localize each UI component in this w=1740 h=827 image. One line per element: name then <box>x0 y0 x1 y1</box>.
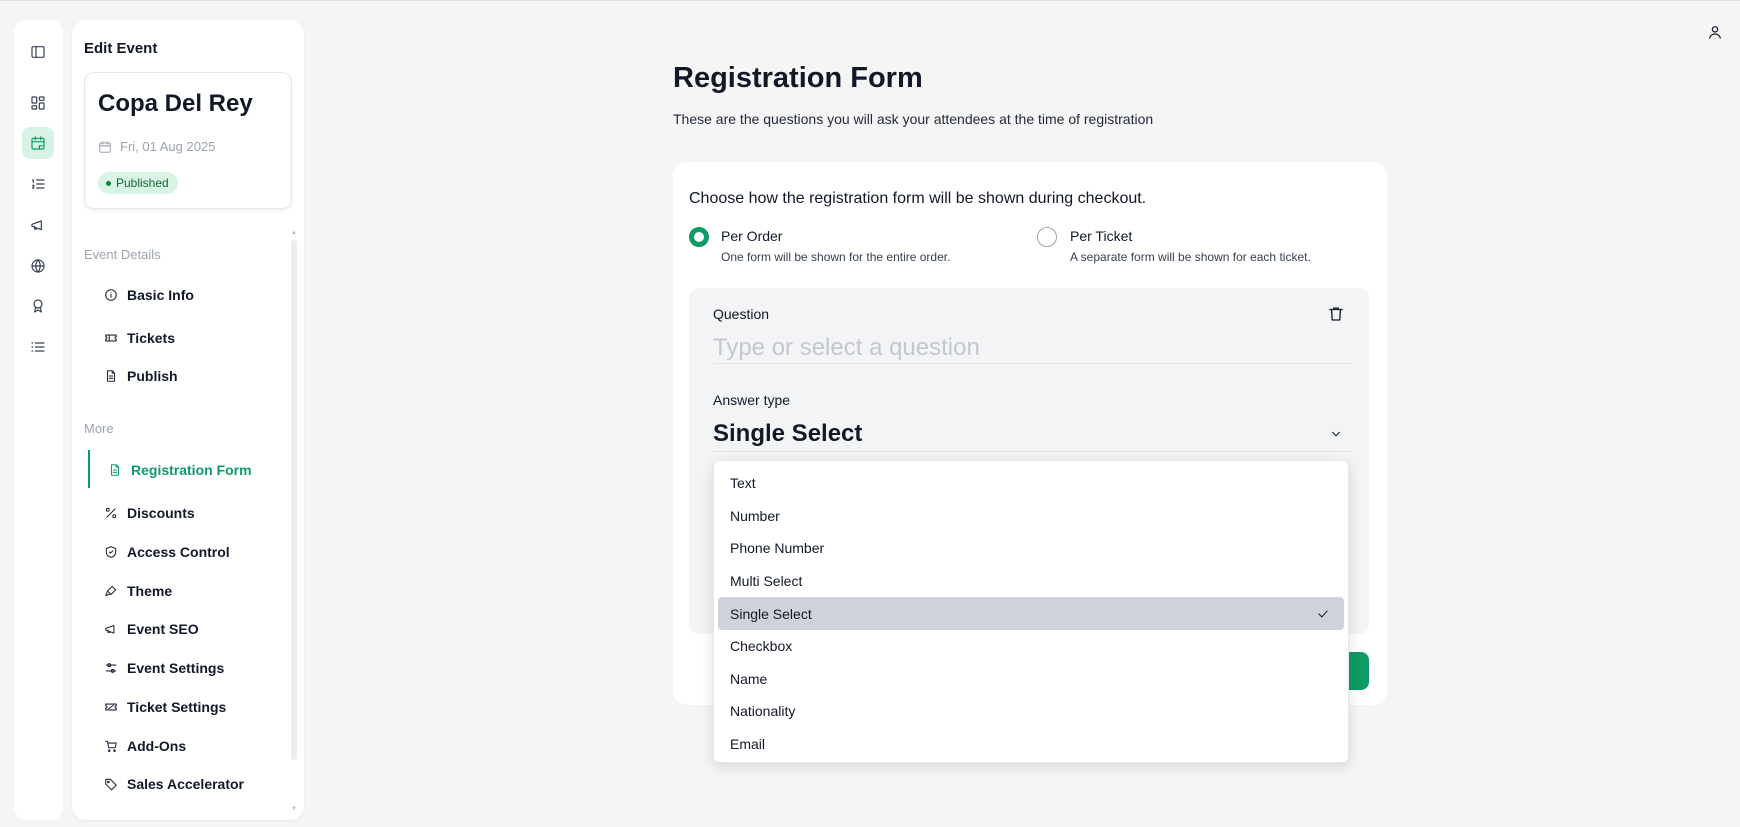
page-subtitle: These are the questions you will ask your attendees at the time of registration <box>673 111 1154 127</box>
active-indicator <box>88 450 90 488</box>
per-order-description: One form will be shown for the entire order. <box>721 250 951 264</box>
option-label: Phone Number <box>730 540 825 557</box>
megaphone-icon <box>104 622 118 636</box>
sidebar-item-sales-accelerator[interactable] <box>104 774 244 794</box>
event-name: Copa Del Rey <box>98 90 253 117</box>
sidebar-item-registration-form[interactable] <box>108 460 252 480</box>
dropdown-option[interactable] <box>718 630 1344 663</box>
sidebar-item-label: Ticket Settings <box>127 699 227 715</box>
event-date <box>98 139 215 154</box>
dropdown-option[interactable] <box>718 728 1344 761</box>
option-label: Nationality <box>730 703 796 720</box>
trash-icon[interactable] <box>1327 305 1345 323</box>
sidebar-item-label: Registration Form <box>131 462 252 478</box>
sidebar-item-tickets[interactable] <box>104 328 175 348</box>
sidebar-item-label: Basic Info <box>127 287 194 303</box>
ticket-icon <box>104 331 118 345</box>
award-icon[interactable] <box>22 290 54 322</box>
sidebar-item-event-seo[interactable] <box>104 619 199 639</box>
sidebar-item-label: Add-Ons <box>127 738 187 754</box>
dropdown-option-selected[interactable] <box>718 597 1344 630</box>
sidebar-item-label: Publish <box>127 368 178 384</box>
form-icon <box>108 463 122 477</box>
document-icon <box>104 369 118 383</box>
event-date-text: Fri, 01 Aug 2025 <box>120 139 216 154</box>
user-icon[interactable] <box>1707 24 1723 40</box>
sidebar-scrollbar[interactable] <box>291 240 297 760</box>
answer-type-value: Single Select <box>713 419 863 447</box>
answer-type-label: Answer type <box>713 392 791 408</box>
option-label: Email <box>730 736 766 753</box>
option-label: Checkbox <box>730 638 793 655</box>
info-icon <box>104 288 118 302</box>
sidebar-item-basic-info[interactable] <box>104 285 194 305</box>
sidebar-item-label: Theme <box>127 583 173 599</box>
dropdown-option[interactable] <box>718 532 1344 565</box>
option-label: Number <box>730 507 780 524</box>
section-label-event-details: Event Details <box>84 247 161 262</box>
per-order-radio[interactable] <box>689 227 709 247</box>
status-dot <box>106 181 111 186</box>
sidebar-item-label: Access Control <box>127 544 230 560</box>
megaphone-icon[interactable] <box>22 209 54 241</box>
status-badge <box>98 172 178 194</box>
dropdown-option[interactable] <box>718 565 1344 598</box>
answer-type-select[interactable] <box>713 416 1353 452</box>
sidebar-item-add-ons[interactable] <box>104 736 186 756</box>
per-order-label: Per Order <box>721 228 783 244</box>
icon-rail <box>14 20 63 820</box>
edit-event-sidebar <box>72 20 304 820</box>
dropdown-option[interactable] <box>718 695 1344 728</box>
sidebar-item-theme[interactable] <box>104 581 172 601</box>
dropdown-option[interactable] <box>718 500 1344 533</box>
section-label-more: More <box>84 421 114 436</box>
question-input[interactable] <box>713 332 1353 364</box>
brush-icon <box>104 584 118 598</box>
sidebar-item-event-settings[interactable] <box>104 658 224 678</box>
globe-icon[interactable] <box>22 250 54 282</box>
sidebar-item-access-control[interactable] <box>104 542 230 562</box>
form-display-heading: Choose how the registration form will be shown during checkout. <box>689 190 1147 207</box>
page-title: Registration Form <box>673 62 923 94</box>
dashboard-icon[interactable] <box>22 87 54 119</box>
dropdown-option[interactable] <box>718 663 1344 696</box>
shield-icon <box>104 545 118 559</box>
sidebar-item-ticket-settings[interactable] <box>104 697 226 717</box>
sidebar-item-label: Discounts <box>127 505 195 521</box>
tag-icon <box>104 777 118 791</box>
sidebar-item-label: Event Settings <box>127 660 225 676</box>
cart-icon <box>104 739 118 753</box>
sidebar-item-label: Sales Accelerator <box>127 776 244 792</box>
ticket-settings-icon <box>104 700 118 714</box>
sidebar-toggle-icon[interactable] <box>22 36 54 68</box>
sidebar-item-publish[interactable] <box>104 366 178 386</box>
answer-type-dropdown <box>713 460 1349 763</box>
check-icon <box>1316 607 1330 621</box>
per-ticket-label: Per Ticket <box>1070 228 1133 244</box>
per-ticket-radio[interactable] <box>1037 227 1057 247</box>
event-card <box>84 72 292 209</box>
option-label: Text <box>730 475 756 492</box>
scroll-down-arrow[interactable]: ▼ <box>291 806 297 812</box>
sliders-icon <box>104 661 118 675</box>
list-icon[interactable] <box>22 331 54 363</box>
scroll-up-arrow[interactable]: ▲ <box>291 230 297 236</box>
calendar-icon <box>98 140 112 154</box>
sidebar-item-label: Event SEO <box>127 621 199 637</box>
list-ordered-icon[interactable] <box>22 168 54 200</box>
sidebar-item-discounts[interactable] <box>104 503 195 523</box>
per-ticket-description: A separate form will be shown for each ticket. <box>1070 250 1311 264</box>
option-label: Single Select <box>730 605 812 622</box>
status-badge-label: Published <box>116 176 169 190</box>
sidebar-item-label: Tickets <box>127 330 175 346</box>
sidebar-title: Edit Event <box>84 40 158 57</box>
chevron-down-icon <box>1329 427 1343 441</box>
percent-icon <box>104 506 118 520</box>
dropdown-option[interactable] <box>718 467 1344 500</box>
question-label: Question <box>713 306 770 322</box>
option-label: Name <box>730 670 768 687</box>
option-label: Multi Select <box>730 573 803 590</box>
calendar-icon[interactable] <box>22 127 54 159</box>
